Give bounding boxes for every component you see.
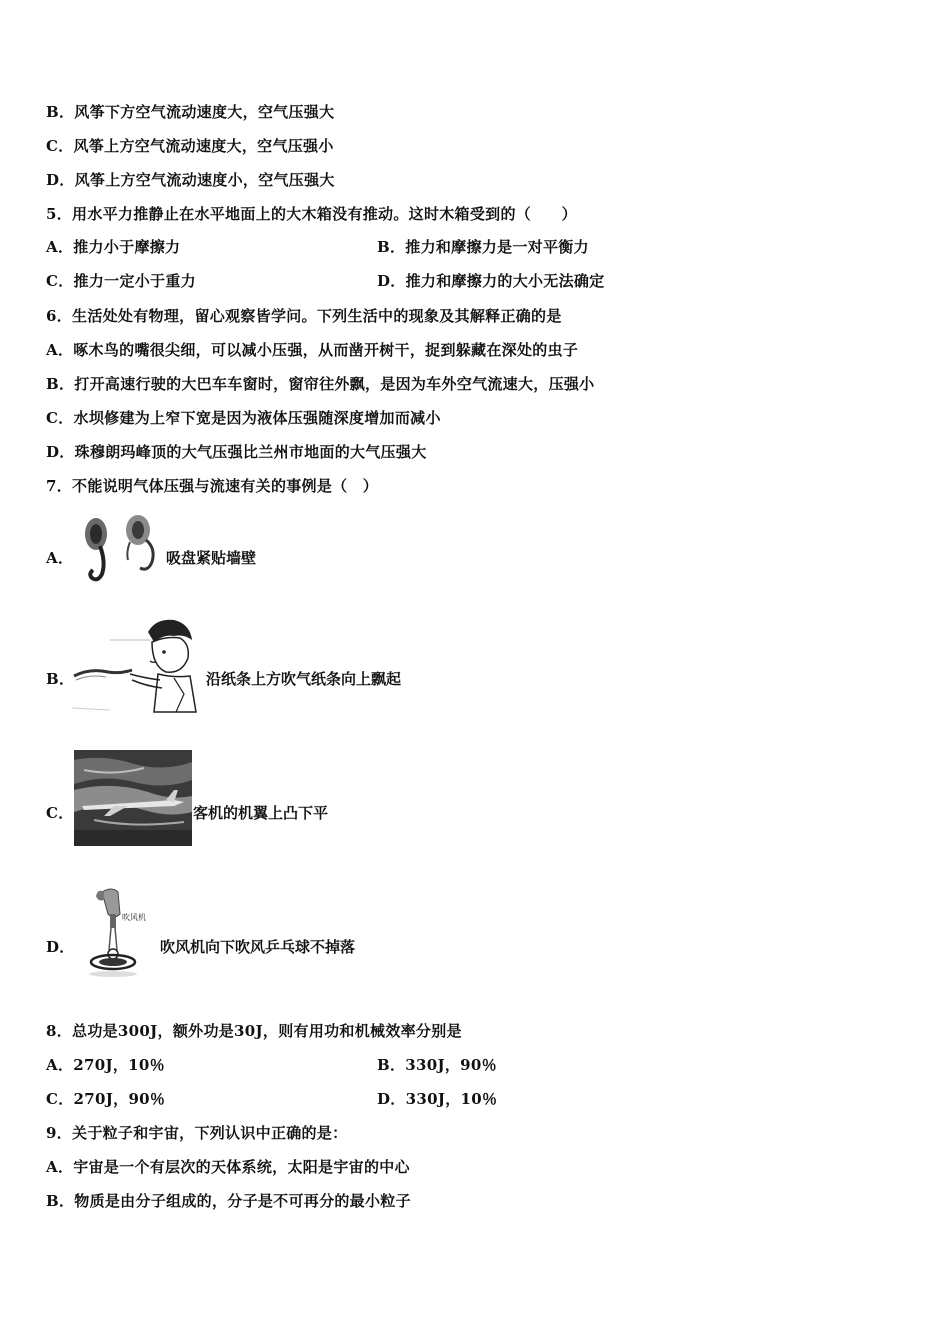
q8-stem: 8．总功是300J，额外功是30J，则有用功和机械效率分别是 — [46, 1022, 462, 1040]
q5-option-a: A．推力小于摩擦力 — [46, 238, 181, 256]
q8-option-d: D．330J，10％ — [377, 1090, 498, 1108]
q7-option-a-label: A． — [46, 549, 74, 567]
q7-option-c-label: C． — [46, 804, 74, 822]
q7-stem: 7．不能说明气体压强与流速有关的事例是（ ） — [46, 477, 379, 495]
q4-option-d: D．风筝上方空气流动速度小，空气压强大 — [46, 171, 335, 189]
q6-option-b: B．打开高速行驶的大巴车车窗时，窗帘往外飘，是因为车外空气流速大，压强小 — [46, 375, 595, 393]
q5-stem: 5．用水平力推静止在水平地面上的大木箱没有推动。这时木箱受到的（ ） — [46, 205, 577, 223]
suction-cup-image — [76, 512, 164, 586]
q7-option-b-text: 沿纸条上方吹气纸条向上飘起 — [206, 670, 402, 688]
q8-option-a: A．270J，10％ — [46, 1056, 165, 1074]
q4-option-b: B．风筝下方空气流动速度大，空气压强大 — [46, 103, 335, 121]
q7-option-d-label: D． — [46, 938, 75, 956]
q5-option-d: D．推力和摩擦力的大小无法确定 — [377, 272, 605, 290]
q6-option-d: D．珠穆朗玛峰顶的大气压强比兰州市地面的大气压强大 — [46, 443, 427, 461]
blowing-paper-image — [70, 614, 200, 714]
q5-option-c: C．推力一定小于重力 — [46, 272, 196, 290]
q7-option-d-text: 吹风机向下吹风乒乓球不掉落 — [160, 938, 356, 956]
q8-option-b: B．330J，90％ — [377, 1056, 497, 1074]
q5-option-b: B．推力和摩擦力是一对平衡力 — [377, 238, 589, 256]
hair-dryer-image — [84, 884, 158, 980]
airplane-wing-image — [74, 750, 192, 846]
q7-option-a-text: 吸盘紧贴墙壁 — [166, 549, 257, 567]
q9-option-a: A．宇宙是一个有层次的天体系统，太阳是宇宙的中心 — [46, 1158, 410, 1176]
q4-option-c: C．风筝上方空气流动速度大，空气压强小 — [46, 137, 334, 155]
q9-stem: 9．关于粒子和宇宙，下列认识中正确的是： — [46, 1124, 348, 1142]
q6-stem: 6．生活处处有物理，留心观察皆学问。下列生活中的现象及其解释正确的是 — [46, 307, 562, 325]
q9-option-b: B．物质是由分子组成的，分子是不可再分的最小粒子 — [46, 1192, 411, 1210]
q6-option-c: C．水坝修建为上窄下宽是因为液体压强随深度增加而减小 — [46, 409, 441, 427]
q7-option-c-text: 客机的机翼上凸下平 — [193, 804, 329, 822]
q8-option-c: C．270J，90％ — [46, 1090, 166, 1108]
hair-dryer-label: 吹风机 — [122, 913, 146, 922]
q7-option-b-label: B． — [46, 670, 75, 688]
q6-option-a: A．啄木鸟的嘴很尖细，可以减小压强，从而凿开树干，捉到躲藏在深处的虫子 — [46, 341, 579, 359]
